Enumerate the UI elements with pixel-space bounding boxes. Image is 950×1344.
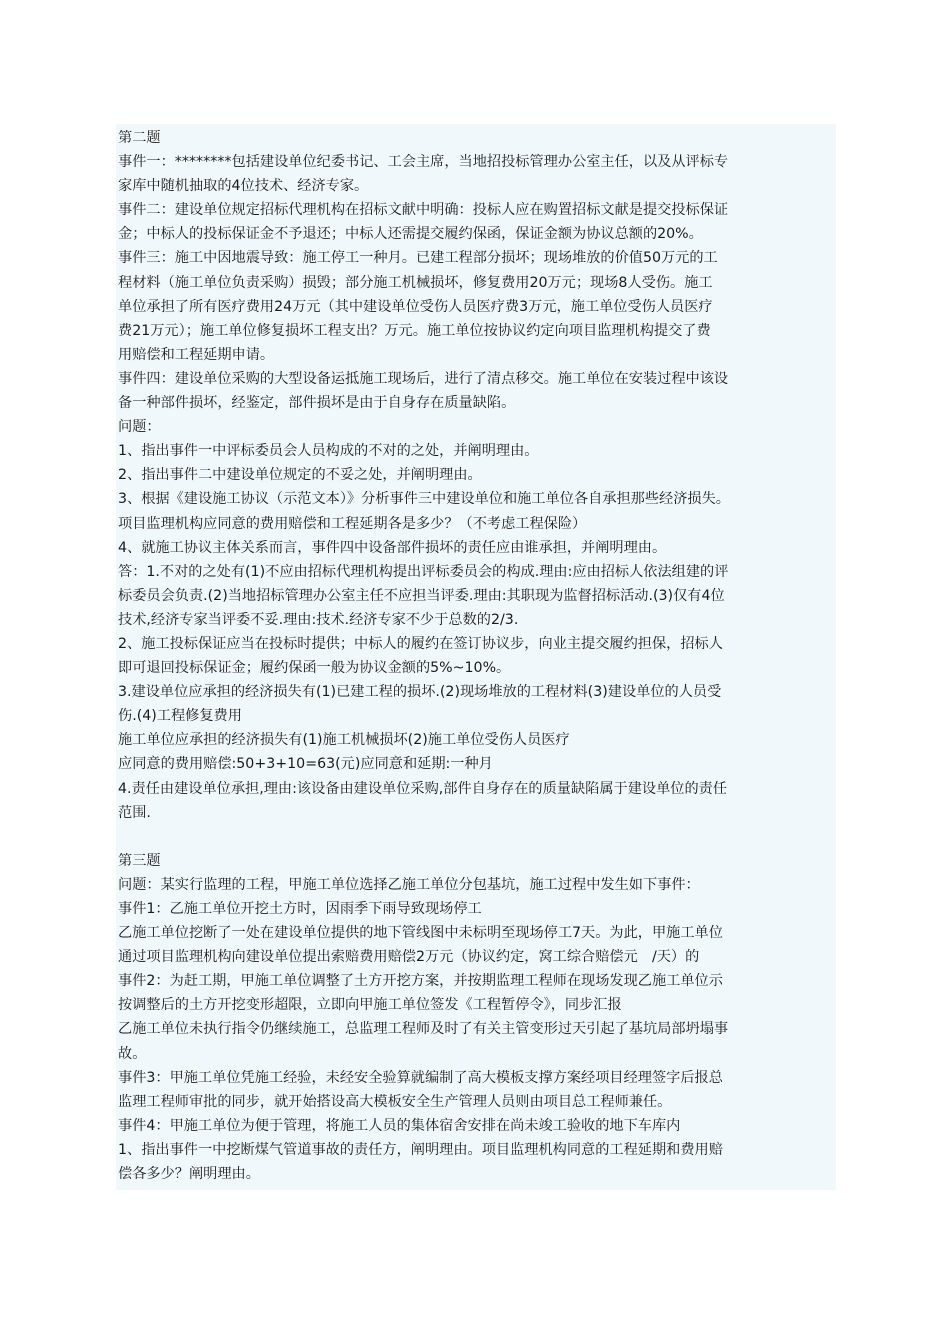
- paragraph-line: 偿各多少？阐明理由。: [118, 1166, 260, 1183]
- paragraph-line: 技术,经济专家当评委不妥.理由:技术.经济专家不少于总数的2/3.: [118, 611, 519, 628]
- paragraph-line: 施工单位应承担的经济损失有(1)施工机械损坏(2)施工单位受伤人员医疗: [118, 732, 570, 749]
- paragraph-line: 事件四：建设单位采购的大型设备运抵施工现场后，进行了清点移交。施工单位在安装过程中该设: [118, 370, 729, 387]
- paragraph-line: 乙施工单位未执行指令仍继续施工，总监理工程师及时了有关主管变形过天引起了基坑局部坍塌事: [118, 1021, 729, 1038]
- paragraph-line: 乙施工单位挖断了一处在建设单位提供的地下管线图中未标明至现场停工7天。为此，甲施工单位: [118, 925, 723, 942]
- paragraph-line: 程材料（施工单位负责采购）损毁；部分施工机械损坏，修复费用20万元；现场8人受伤。施工: [118, 274, 713, 291]
- paragraph-line: 答：1.不对的之处有(1)不应由招标代理机构提出评标委员会的构成.理由:应由招标人依法组建的评: [118, 563, 729, 580]
- paragraph-line: 通过项目监理机构向建设单位提出索赔费用赔偿2万元（协议约定，窝工综合赔偿元 /天）的: [118, 949, 700, 966]
- section-3-content: [116, 873, 836, 1186]
- section-3-heading: 第三题: [118, 852, 161, 869]
- paragraph-line: 事件三：施工中因地震导致：施工停工一种月。已建工程部分损坏；现场堆放的价值50万元的工: [118, 250, 718, 267]
- paragraph-line: 监理工程师审批的同步，就开始搭设高大模板安全生产管理人员则由项目总工程师兼任。: [118, 1093, 672, 1110]
- paragraph-line: 按调整后的土方开挖变形超限，立即向甲施工单位签发《工程暂停令》，同步汇报: [118, 997, 622, 1014]
- paragraph-line: 费21万元）；施工单位修复损坏工程支出？万元。施工单位按协议约定向项目监理机构提交了费: [118, 322, 711, 339]
- paragraph-line: 用赔偿和工程延期申请。: [118, 346, 275, 363]
- paragraph-line: 故。: [118, 1045, 147, 1062]
- document-body: [116, 124, 836, 1190]
- paragraph-line: 应同意的费用赔偿:50+3+10=63(元)应同意和延期:一种月: [118, 756, 493, 773]
- section-spacer: [116, 825, 836, 849]
- paragraph-line: 事件二：建设单位规定招标代理机构在招标文献中明确：投标人应在购置招标文献是提交投标保证: [118, 202, 729, 219]
- section-2-heading: 第二题: [118, 130, 161, 146]
- paragraph-line: 1、指出事件一中挖断煤气管道事故的责任方，阐明理由。项目监理机构同意的工程延期和费用赔: [118, 1141, 723, 1158]
- paragraph-line: 4.责任由建设单位承担,理由:该设备由建设单位采购,部件自身存在的质量缺陷属于建设单位的责任: [118, 780, 728, 797]
- paragraph-line: 2、施工投标保证应当在投标时提供；中标人的履约在签订协议步，向业主提交履约担保，招标人: [118, 635, 723, 652]
- paragraph-line: 金；中标人的投标保证金不予退还；中标人还需提交履约保函，保证金额为协议总额的20%。: [118, 226, 703, 243]
- paragraph-line: 2、指出事件二中建设单位规定的不妥之处，并阐明理由。: [118, 467, 482, 484]
- paragraph-line: 标委员会负责.(2)当地招标管理办公室主任不应担当评委.理由:其职现为监督招标活动.(3)仅有4位: [118, 587, 725, 604]
- paragraph-line: 备一种部件损坏，经鉴定，部件损坏是由于自身存在质量缺陷。: [118, 395, 516, 412]
- paragraph-line: 事件2：为赶工期，甲施工单位调整了土方开挖方案，并按期监理工程师在现场发现乙施工单位示: [118, 973, 723, 990]
- paragraph-line: 单位承担了所有医疗费用24万元（其中建设单位受伤人员医疗费3万元，施工单位受伤人员医疗: [118, 298, 713, 315]
- section-2-content: [116, 150, 836, 825]
- paragraph-line: 项目监理机构应同意的费用赔偿和工程延期各是多少？（不考虑工程保险）: [118, 515, 587, 532]
- paragraph-line: 即可退回投标保证金；履约保函一般为协议金额的5%~10%。: [118, 660, 511, 677]
- paragraph-line: 3.建设单位应承担的经济损失有(1)已建工程的损坏.(2)现场堆放的工程材料(3)建设单位的人员受: [118, 684, 722, 701]
- paragraph-line: 4、就施工协议主体关系而言，事件四中设备部件损坏的责任应由谁承担，并阐明理由。: [118, 539, 667, 556]
- paragraph-line: 范围.: [118, 804, 151, 821]
- paragraph-line: 问题：某实行监理的工程，甲施工单位选择乙施工单位分包基坑，施工过程中发生如下事件：: [118, 876, 700, 893]
- paragraph-line: 家库中随机抽取的4位技术、经济专家。: [118, 178, 369, 195]
- paragraph-line: 问题：: [118, 419, 161, 436]
- paragraph-line: 事件3：甲施工单位凭施工经验，未经安全验算就编制了高大模板支撑方案经项目经理签字后报总: [118, 1069, 723, 1086]
- paragraph-line: 1、指出事件一中评标委员会人员构成的不对的之处，并阐明理由。: [118, 443, 539, 460]
- paragraph-line: 事件1：乙施工单位开挖土方时，因雨季下雨导致现场停工: [118, 901, 482, 917]
- paragraph-line: 事件一：********包括建设单位纪委书记、工会主席，当地招投标管理办公室主任，以及从评标专: [118, 154, 729, 171]
- paragraph-line: 伤.(4)工程修复费用: [118, 708, 242, 725]
- paragraph-line: 3、根据《建设施工协议（示范文本）》分析事件三中建设单位和施工单位各自承担那些经济损失。: [118, 491, 730, 508]
- paragraph-line: 事件4：甲施工单位为便于管理，将施工人员的集体宿舍安排在尚未竣工验收的地下车库内: [118, 1117, 681, 1134]
